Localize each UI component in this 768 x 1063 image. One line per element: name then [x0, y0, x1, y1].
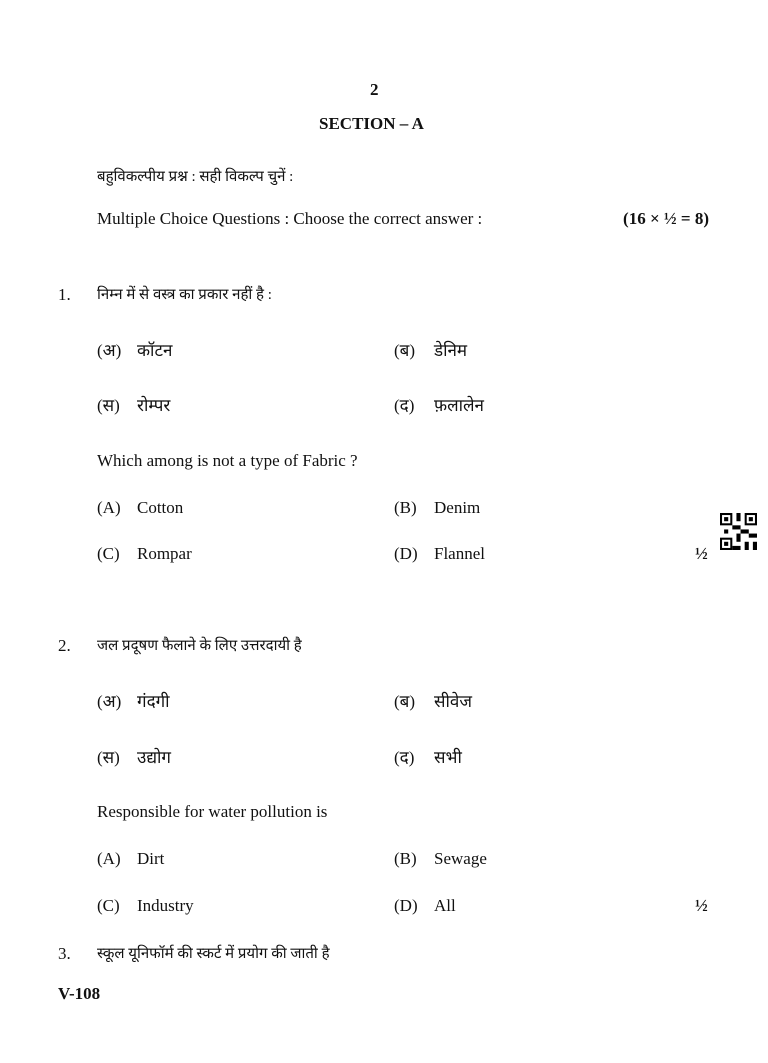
option-text: Flannel	[434, 544, 485, 563]
option-label: (B)	[394, 498, 417, 517]
question-number: 1.	[58, 285, 71, 304]
option-text: डेनिम	[434, 341, 468, 360]
question-english: Which among is not a type of Fabric ?	[97, 451, 358, 470]
option-label: (B)	[394, 849, 417, 868]
option-label: (अ)	[97, 341, 122, 360]
option-text: सभी	[434, 748, 462, 767]
section-marks: (16 × ½ = 8)	[623, 209, 709, 228]
option-label: (D)	[394, 896, 418, 915]
option-text: सीवेज	[434, 692, 472, 711]
option	[97, 498, 183, 518]
option-text: Dirt	[137, 849, 165, 868]
option	[394, 896, 456, 916]
option-text: Rompar	[137, 544, 192, 563]
option-text: उद्योग	[137, 748, 171, 767]
footer-code: V-108	[58, 984, 101, 1003]
option-text: All	[434, 896, 456, 915]
option	[97, 544, 192, 564]
option	[97, 396, 170, 416]
option-label: (A)	[97, 849, 121, 868]
option-label: (A)	[97, 498, 121, 517]
page-number: 2	[370, 80, 379, 99]
option-text: फ़लालेन	[434, 396, 484, 415]
option	[97, 748, 171, 768]
option	[394, 498, 480, 518]
option-text: गंदगी	[137, 692, 170, 711]
section-title: SECTION – A	[319, 114, 424, 133]
option-label: (अ)	[97, 692, 122, 711]
option-text: रोम्पर	[137, 396, 171, 415]
question-marks: ½	[695, 544, 708, 563]
option	[394, 692, 472, 712]
instruction-hindi: बहुविकल्पीय प्रश्न : सही विकल्प चुनें :	[97, 169, 294, 185]
option-text: कॉटन	[137, 341, 173, 360]
question-english: Responsible for water pollution is	[97, 802, 328, 821]
instruction-english: Multiple Choice Questions : Choose the correct answer :	[97, 209, 483, 228]
option	[394, 544, 485, 564]
option-label: (द)	[394, 748, 415, 767]
question-number: 2.	[58, 636, 71, 655]
option-label: (D)	[394, 544, 418, 563]
question-hindi: स्कूल यूनिफॉर्म की स्कर्ट में प्रयोग की जाती है	[97, 946, 330, 962]
option-text: Sewage	[434, 849, 487, 868]
question-hindi: निम्न में से वस्त्र का प्रकार नहीं है :	[97, 287, 272, 303]
option-label: (C)	[97, 896, 120, 915]
option-text: Cotton	[137, 498, 184, 517]
option	[97, 341, 172, 361]
option-label: (ब)	[394, 692, 416, 711]
option	[97, 849, 164, 869]
qr-code-icon	[720, 513, 757, 550]
option	[394, 748, 462, 768]
option-label: (ब)	[394, 341, 416, 360]
option	[394, 396, 484, 416]
option	[394, 849, 487, 869]
option-text: Industry	[137, 896, 194, 915]
question-number: 3.	[58, 944, 71, 963]
option-label: (द)	[394, 396, 415, 415]
question-marks: ½	[695, 896, 708, 915]
option-label: (स)	[97, 748, 120, 767]
question-hindi: जल प्रदूषण फैलाने के लिए उत्तरदायी है	[97, 638, 302, 654]
option-label: (स)	[97, 396, 120, 415]
option-text: Denim	[434, 498, 481, 517]
option	[394, 341, 467, 361]
option	[97, 692, 170, 712]
option-label: (C)	[97, 544, 120, 563]
option	[97, 896, 194, 916]
